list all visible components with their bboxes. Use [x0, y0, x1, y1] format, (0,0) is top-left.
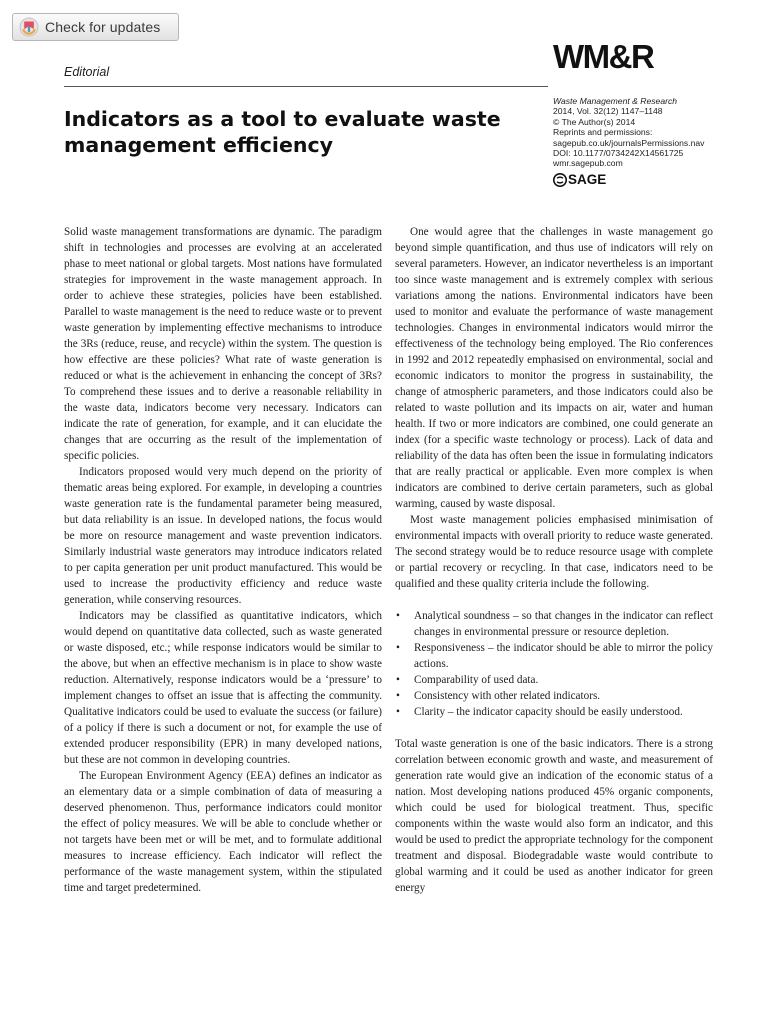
- list-item-text: Clarity – the indicator capacity should be easily understood.: [414, 706, 683, 718]
- right-column: [395, 224, 713, 896]
- journal-name: Waste Management & Research: [553, 96, 678, 106]
- paragraph: Most waste management policies emphasised minimisation of environmental impacts with overall priority to reduce waste generated. The second strategy would be to reduce resource usage with complete or partial recovery or recycling. In that case, indicators need to be qualified and these quality criteria include the following.: [395, 514, 713, 590]
- journal-volume: 2014, Vol. 32(12) 1147–1148: [553, 106, 663, 117]
- header-divider: [64, 86, 548, 87]
- left-column: [64, 224, 382, 896]
- bullet-icon: •: [396, 642, 400, 654]
- sage-swirl-icon: [553, 173, 567, 187]
- journal-doi[interactable]: DOI: 10.1177/0734242X14561725: [553, 148, 684, 159]
- check-for-updates-label: Check for updates: [45, 19, 161, 35]
- paragraph: One would agree that the challenges in waste management go beyond simple quantification, and thus use of indicators will rely on several parameters. However, an indicator nevertheless is an important too since waste management and is extremely complex with serious variations among the nations. Environmental indicators have been used to monitor and evaluate the performance of waste management technologies. Changes in environmental indicators would mirror the effectiveness of the technology being employed. The Rio conferences in 1992 and 2012 repeatedly emphasised on environmental, social and economic indicators to monitor the progress in sustainability, the change of atmospheric parameters, and those indicators could also be related to waste pollution and its impacts on air, water and human health. If two or more indicators are combined, one could generate an index (for a specific waste technology or process). Lack of data and reliability of the data has often been the issue in formulating indicators that are really practical or applicable. Even more complex is when indicators are combined to derive certain parameters, such as global warming, caused by waste disposal.: [395, 226, 713, 510]
- publisher-name: SAGE: [568, 172, 607, 187]
- list-item-text: Responsiveness – the indicator should be able to mirror the policy actions.: [414, 642, 713, 670]
- list-item: [395, 704, 713, 720]
- section-label: Editorial: [64, 65, 110, 79]
- list-item-text: Comparability of used data.: [414, 674, 539, 686]
- journal-site-link[interactable]: wmr.sagepub.com: [553, 158, 623, 169]
- list-item: [395, 608, 713, 640]
- bullet-icon: •: [396, 674, 400, 686]
- list-item-text: Consistency with other related indicators.: [414, 690, 601, 702]
- paragraph: Total waste generation is one of the basic indicators. There is a strong correlation between economic growth and waste, and measurement of generation rate would give an indication of the economic status of a nation. Most developing nations produced 45% organic components, which could be used for biological treatment. Thus, specific components within the waste would also form an indicator, and this would be used to predict the appropriate technology for the component treatment and disposal. Biodegradable waste would contribute to global warming and it could be used as another indicator for green energy: [395, 738, 713, 894]
- paragraph: Indicators proposed would very much depend on the priority of thematic areas being explored. For example, in developing a countries waste generation rate is the fundamental parameter being measured, but data reliability is an issue. In developed nations, the focus would be more on resource management and waste prevention indicators. Similarly industrial waste generators may introduce indicators related to per capita generation per unit product manufactured. This would be used to increase the productivity efficiency and reduce waste generation, while conserving resources.: [64, 466, 382, 606]
- paragraph: The European Environment Agency (EEA) defines an indicator as an elementary data or a simple combination of data of measuring a deserved phenomenon. Thus, performance indicators could monitor the effect of policy measures. We will be able to conclude whether or not targets have been met or will be met, and to formulate additional measures to increase efficiency. Each indicator will reflect the performance of the waste management system, within the stipulated time and target predetermined.: [64, 770, 382, 894]
- list-item-text: Analytical soundness – so that changes in the indicator can reflect changes in environmental pressure or resource depletion.: [414, 610, 713, 638]
- bullet-icon: •: [396, 690, 400, 702]
- bullet-icon: •: [396, 706, 400, 718]
- criteria-list: [395, 608, 713, 720]
- list-item: [395, 640, 713, 672]
- journal-logo: WM&R: [553, 38, 654, 75]
- list-item: [395, 688, 713, 704]
- list-item: [395, 672, 713, 688]
- journal-copyright: © The Author(s) 2014: [553, 116, 636, 127]
- publisher-logo: [553, 172, 606, 187]
- bullet-icon: •: [396, 610, 400, 622]
- crossmark-icon: [19, 17, 39, 37]
- journal-info: [553, 96, 753, 169]
- journal-reprints-link[interactable]: sagepub.co.uk/journalsPermissions.nav: [553, 137, 705, 148]
- article-title: Indicators as a tool to evaluate waste management efficiency: [64, 107, 501, 157]
- check-for-updates-button[interactable]: [12, 13, 179, 41]
- paragraph: Solid waste management transformations are dynamic. The paradigm shift in technologies and processes are evolving at an accelerated phase to meet national or global targets. Most nations have formulated strategies for improvement in the waste management approach. In order to achieve these strategies, policies have been established. Parallel to waste management is the need to reduce waste or to prevent waste generation by implementing effective mechanisms to introduce the 3Rs (reduce, reuse, and recycle) within the system. The question is how effective are these policies? What rate of waste generation is reduced or what is the achievement in enhancing the concept of 3Rs? To comprehend these issues and to derive a reasonable reliability in the waste data, indicators become very necessary. Indicators can indicate the rate of generation, for example, and it can elucidate the changes that are occurring as the result of the implementation of specific policies.: [64, 226, 382, 462]
- paragraph: Indicators may be classified as quantitative indicators, which would depend on quantitative data collected, such as waste generated or waste disposed, etc.; while response indicators would be similar to the above, but when an effective mechanism is in place to show waste reduction. Alternatively, response indicators would be a ‘pressure’ to implement changes to offset an issue that is affecting the community. Qualitative indicators could be used to evaluate the success (or failure) of a policy if there is such a document or not, for example the use of extended producer responsibility (EPR) in many developed nations, but these are not common in developing countries.: [64, 610, 382, 766]
- journal-reprints: Reprints and permissions:: [553, 127, 653, 138]
